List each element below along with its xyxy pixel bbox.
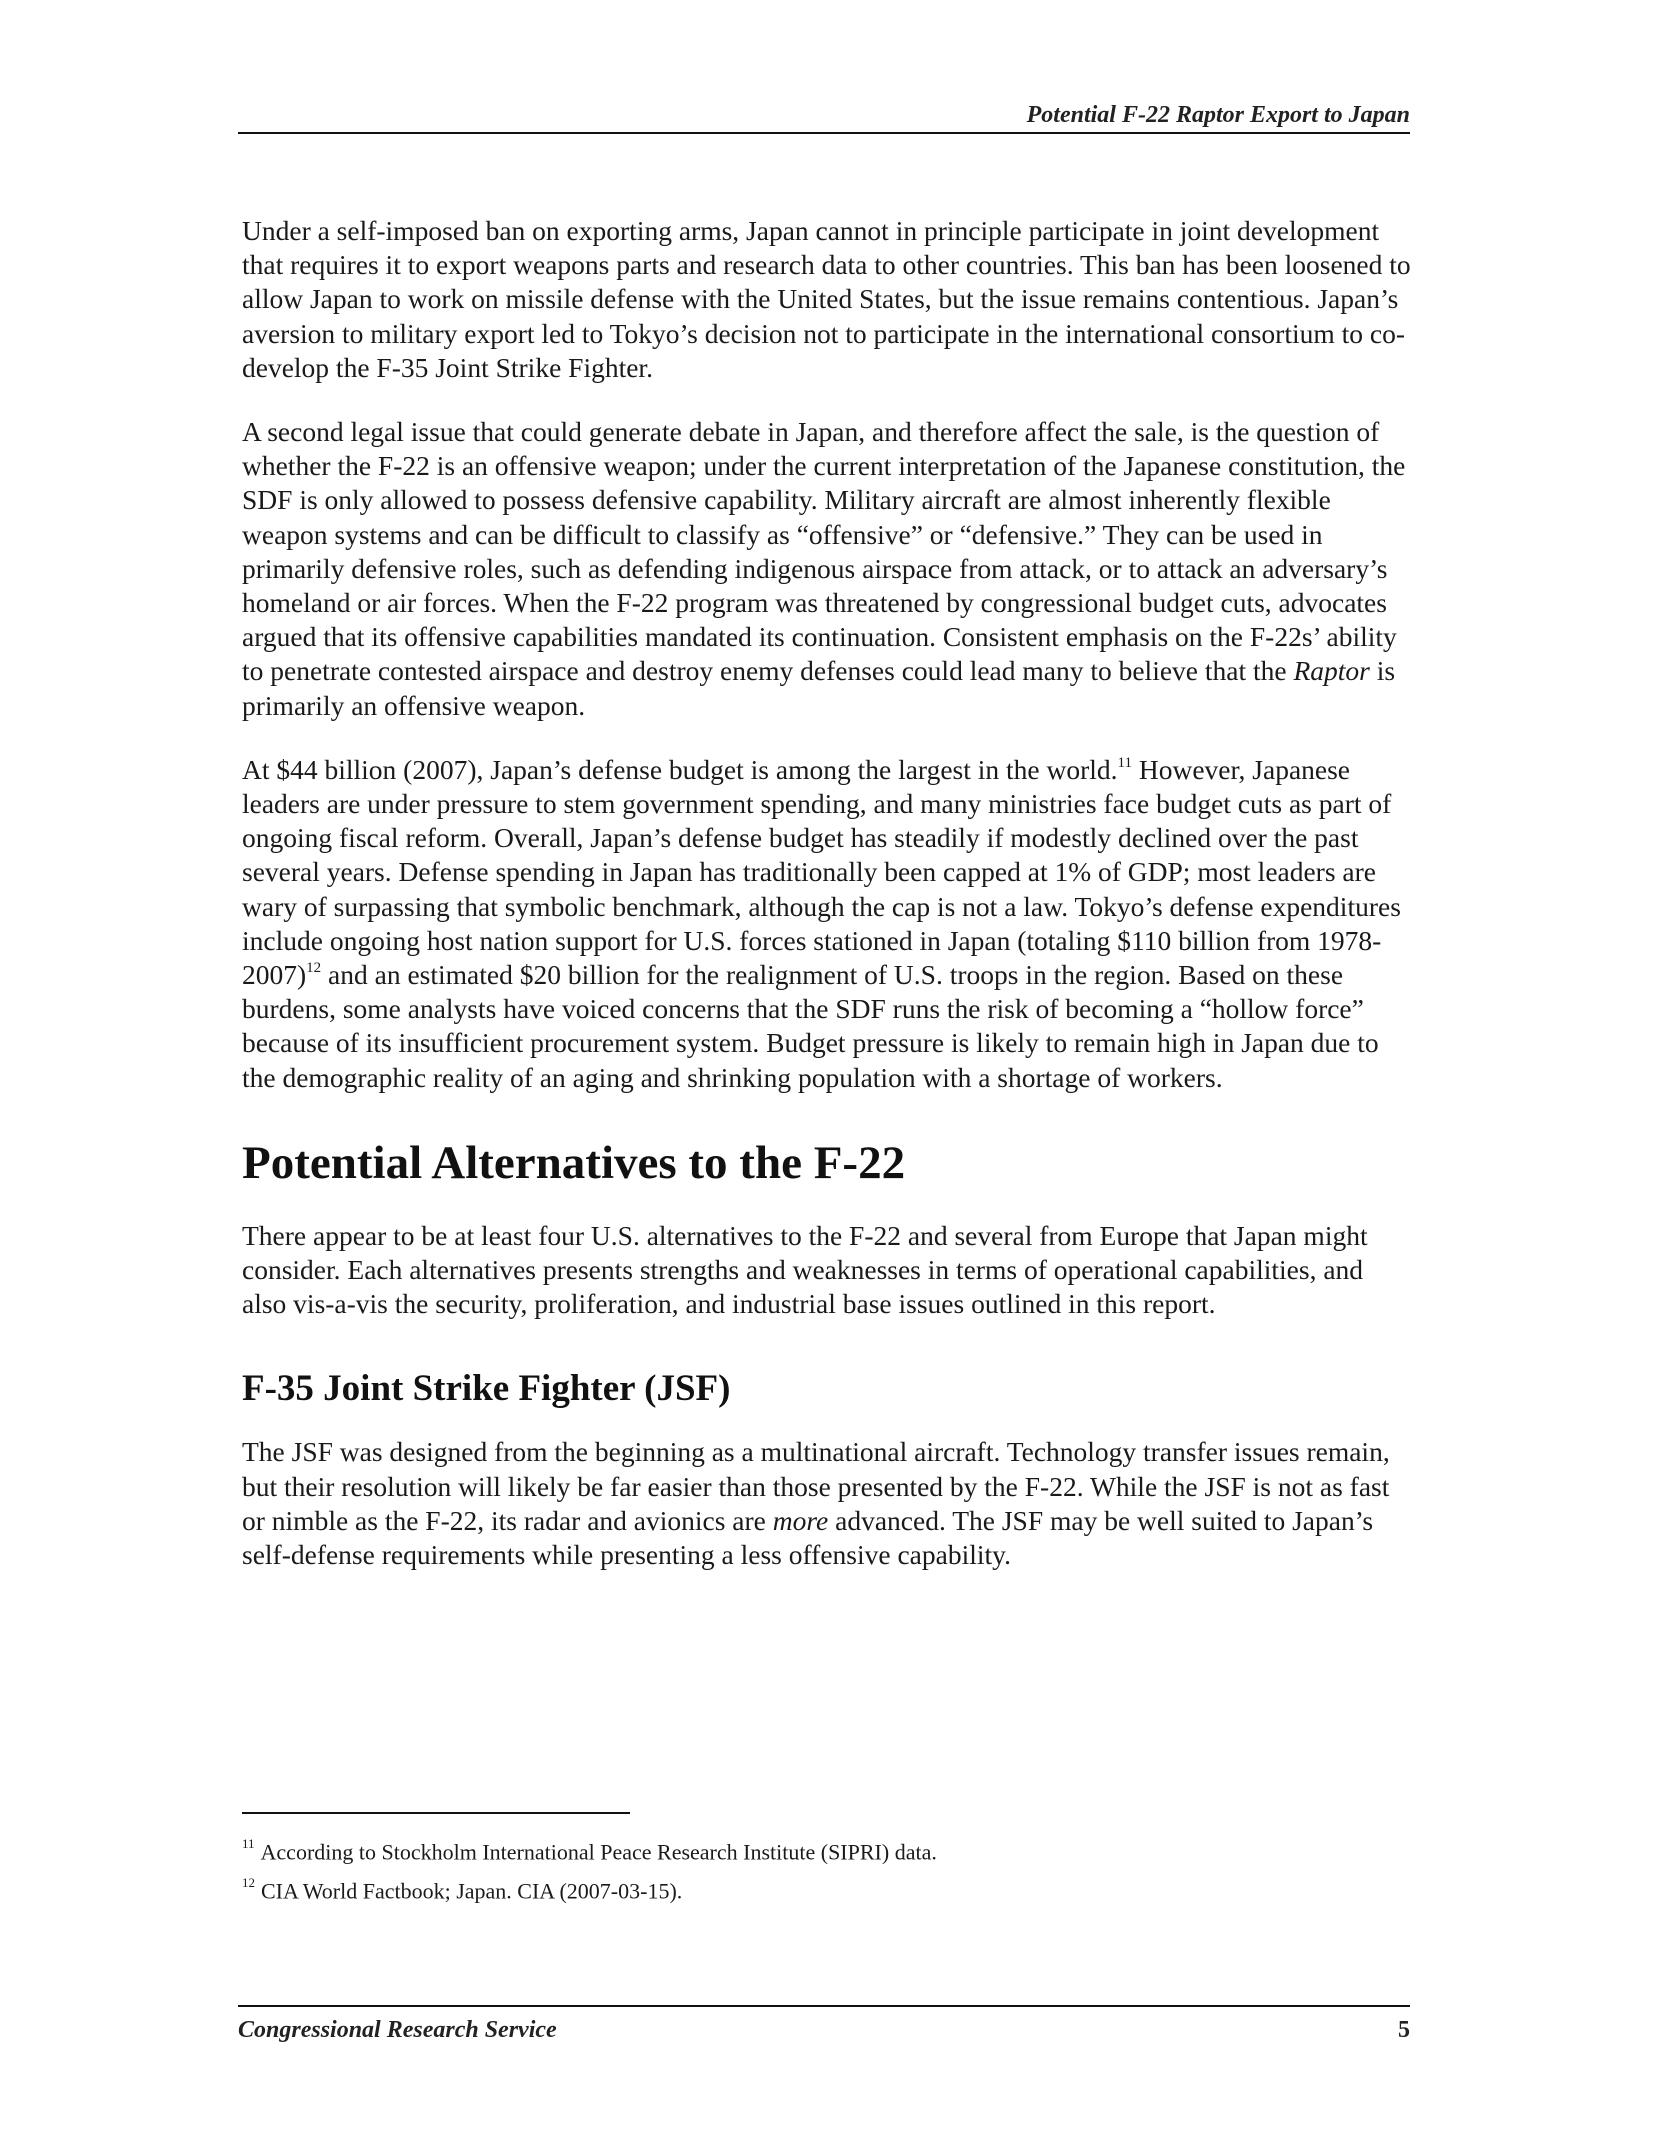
paragraph-text: A second legal issue that could generate debate in Japan, and therefore affect the sale, is the question of whether the F-22 is an offensive weapon; under the current interpretation of the Japanese constitution, the SDF is only allowed to possess defensive capability. Military aircraft are almost inherently flexible weapon systems and can be difficult to classify as “offensive” or “defensive.” They can be used in primarily defensive roles, such as defending indigenous airspace from attack, or to attack an adversary’s homeland or air forces. When the F-22 program was threatened by congressional budget cuts, advocates argued that its offensive capabilities mandated its continuation. Consistent emphasis on the F-22s’ ability to penetrate contested airspace and destroy enemy defenses could lead many to believe that the xyxy=(242,416,1406,687)
paragraph-text: At $44 billion (2007), Japan’s defense budget is among the largest in the world. xyxy=(242,753,1118,785)
footnote-11 xyxy=(242,1830,1414,1869)
page-number: 5 xyxy=(1398,2017,1410,2043)
subsection-heading-jsf: F-35 Joint Strike Fighter (JSF) xyxy=(242,1368,731,1410)
italic-more: more xyxy=(772,1504,829,1536)
paragraph-jsf xyxy=(242,1435,1414,1572)
running-header xyxy=(238,98,1410,134)
footnote-divider xyxy=(242,1812,630,1814)
footnote-number: 12 xyxy=(242,1875,255,1891)
footnote-12 xyxy=(242,1869,1414,1908)
paragraph-text: and an estimated $20 billion for the realignment of U.S. troops in the region. Based on these burdens, some analysts have voiced concerns that the SDF runs the risk of becoming a “hollow force” because of its insufficient procurement system. Budget pressure is likely to remain high in Japan due to the demographic reality of an aging and shrinking population with a shortage of workers. xyxy=(242,959,1379,1093)
footnote-ref-11[interactable]: 11 xyxy=(1117,754,1132,771)
page-footer xyxy=(238,2005,1410,2047)
paragraph-alternatives-intro: There appear to be at least four U.S. alternatives to the F-22 and several from Europe that Japan might consider. Each alternatives presents strengths and weaknesses in terms of operational capabilities, and also vis-a-vis the security, proliferation, and industrial base issues outlined in this report. xyxy=(242,1219,1368,1320)
footnote-text: According to Stockholm International Peace Research Institute (SIPRI) data. xyxy=(260,1839,937,1865)
section-heading-alternatives: Potential Alternatives to the F-22 xyxy=(242,1136,906,1189)
footnote-text: CIA World Factbook; Japan. CIA (2007-03-15). xyxy=(261,1878,683,1904)
paragraph-text: The JSF was designed from the beginning as a multinational aircraft. Technology transfer issues remain, but their resolution will likely be far easier than those presented by the F-22. While the JSF is not as fast or nimble as the F-22, its radar and avionics are xyxy=(242,1436,1390,1536)
paragraph-arms-export-ban: Under a self-imposed ban on exporting arms, Japan cannot in principle participate in joint development that requires it to export weapons parts and research data to other countries. This ban has been loosened to allow Japan to work on missile defense with the United States, but the issue remains contentious. Japan’s aversion to military export led to Tokyo’s decision not to participate in the international consortium to co-develop the F-35 Joint Strike Fighter. xyxy=(242,215,1411,383)
paragraph-defense-budget xyxy=(242,753,1414,1095)
paragraph-text: However, Japanese leaders are under pressure to stem government spending, and many ministries face budget cuts as part of ongoing fiscal reform. Overall, Japan’s defense budget has steadily if modestly declined over the past several years. Defense spending in Japan has traditionally been capped at 1% of GDP; most leaders are wary of surpassing that symbolic benchmark, although the cap is not a law. Tokyo’s defense expenditures include ongoing host nation support for U.S. forces stationed in Japan (totaling $110 billion from 1978-2007) xyxy=(242,753,1401,991)
running-title: Potential F-22 Raptor Export to Japan xyxy=(1026,102,1410,128)
paragraph-text: advanced. The JSF may be well suited to Japan’s self-defense requirements while presenting a less offensive capability. xyxy=(242,1504,1374,1571)
paragraph-offensive-weapon-issue xyxy=(242,415,1414,723)
footnote-ref-12[interactable]: 12 xyxy=(306,959,322,976)
footnote-number: 11 xyxy=(242,1836,255,1851)
italic-raptor: Raptor xyxy=(1293,655,1370,687)
paragraph-text: is primarily an offensive weapon. xyxy=(242,655,1396,721)
footer-organization: Congressional Research Service xyxy=(238,2017,557,2043)
body-content xyxy=(242,214,1414,1602)
footnotes xyxy=(242,1830,1414,1909)
